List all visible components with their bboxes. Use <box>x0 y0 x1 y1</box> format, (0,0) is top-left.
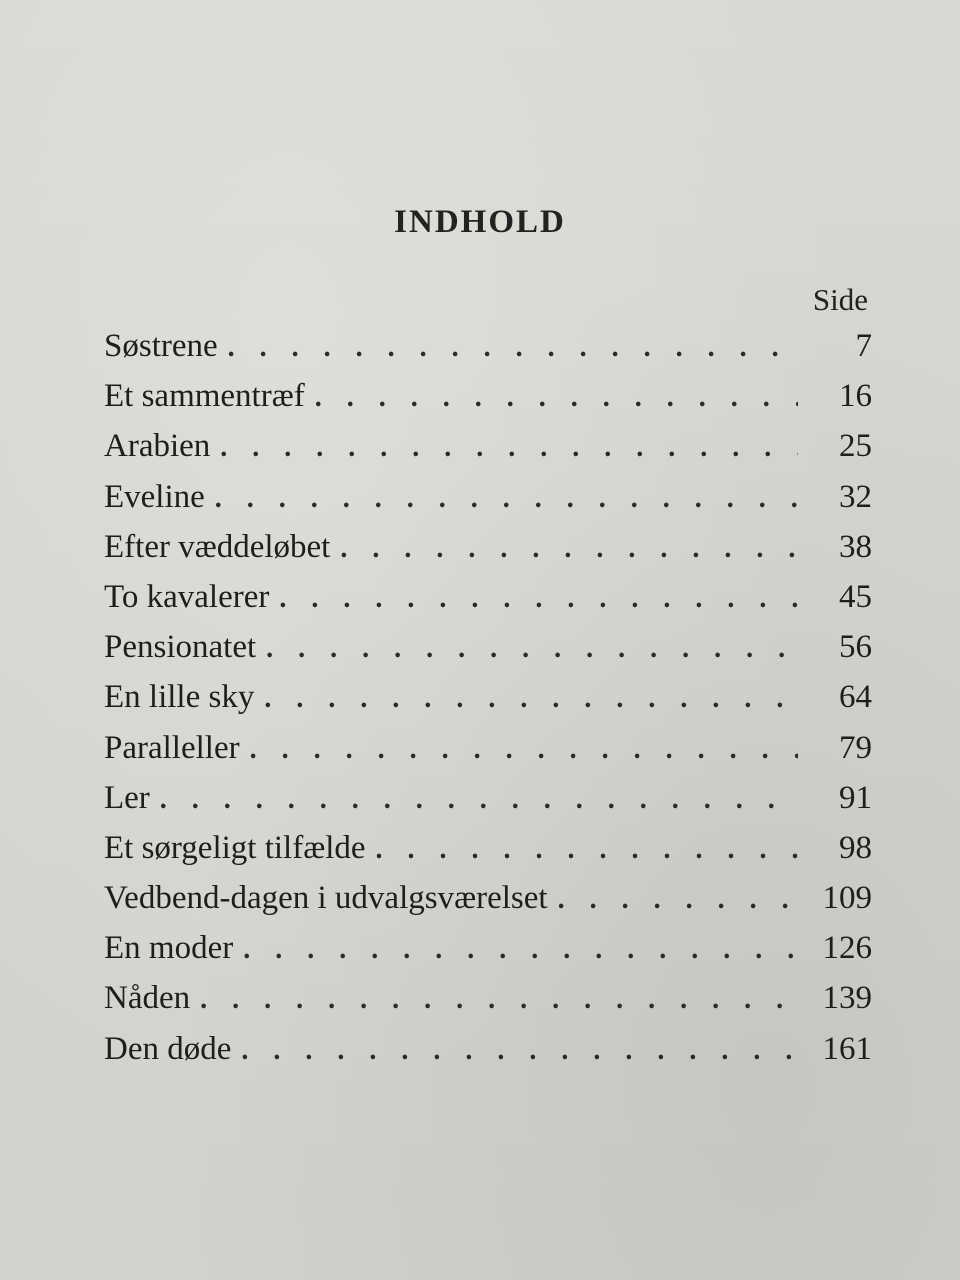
toc-entry-page: 126 <box>822 930 872 967</box>
toc-entry <box>104 479 872 529</box>
toc-entry-title: Vedbend-dagen i udvalgsværelset <box>104 880 548 917</box>
leader-dots <box>243 934 798 966</box>
toc-entry-title: En moder <box>104 930 234 967</box>
toc-entry-title: Arabien <box>104 428 211 465</box>
toc-entry <box>104 378 872 428</box>
toc-entry-page: 56 <box>839 629 872 666</box>
toc-entry-page: 91 <box>839 779 872 816</box>
toc-entry <box>104 780 872 830</box>
toc-entry-title: Eveline <box>104 478 205 515</box>
toc-entry-page: 16 <box>839 378 872 415</box>
leader-dots <box>558 884 798 916</box>
page-title: INDHOLD <box>394 204 566 240</box>
toc-entry-title: Et sørgeligt tilfælde <box>104 829 366 866</box>
toc-entry <box>104 428 872 478</box>
leader-dots <box>376 834 798 866</box>
toc-entry-page: 64 <box>839 679 872 716</box>
leader-dots <box>220 432 798 464</box>
table-of-contents <box>104 328 872 1081</box>
leader-dots <box>264 683 798 715</box>
toc-entry <box>104 980 872 1030</box>
toc-entry-title: Søstrene <box>104 328 218 364</box>
leader-dots <box>340 533 798 565</box>
toc-entry-title: Paralleller <box>104 729 240 766</box>
toc-entry <box>104 579 872 629</box>
toc-entry <box>104 328 872 378</box>
toc-entry-title: To kavalerer <box>104 578 270 615</box>
toc-entry-page: 98 <box>839 829 872 866</box>
leader-dots <box>200 984 798 1016</box>
toc-entry-page: 45 <box>839 578 872 615</box>
toc-entry <box>104 629 872 679</box>
toc-entry-page: 109 <box>822 880 872 917</box>
toc-entry-page: 25 <box>839 428 872 465</box>
toc-entry <box>104 529 872 579</box>
toc-entry-page: 38 <box>839 528 872 565</box>
leader-dots <box>315 382 798 414</box>
toc-entry-title: Nåden <box>104 980 191 1017</box>
toc-entry-title: Den døde <box>104 1030 232 1067</box>
toc-entry-page: 7 <box>855 328 872 364</box>
leader-dots <box>250 734 798 766</box>
toc-entry-title: En lille sky <box>104 679 255 716</box>
leader-dots <box>241 1035 798 1067</box>
toc-entry-page: 32 <box>839 478 872 515</box>
toc-entry <box>104 830 872 880</box>
toc-entry-page: 79 <box>839 729 872 766</box>
leader-dots <box>266 633 798 665</box>
toc-entry-title: Pensionatet <box>104 629 257 666</box>
toc-entry <box>104 880 872 930</box>
toc-entry <box>104 730 872 780</box>
toc-entry-title: Ler <box>104 779 150 816</box>
leader-dots <box>215 483 798 515</box>
toc-entry <box>104 1031 872 1081</box>
leader-dots <box>228 332 798 364</box>
leader-dots <box>160 784 798 816</box>
toc-entry-page: 139 <box>822 980 872 1017</box>
toc-entry-page: 161 <box>822 1030 872 1067</box>
toc-entry-title: Et sammentræf <box>104 378 305 415</box>
leader-dots <box>279 583 798 615</box>
toc-entry <box>104 930 872 980</box>
toc-entry-title: Efter væddeløbet <box>104 528 331 565</box>
toc-entry <box>104 679 872 729</box>
page-column-label: Side <box>812 282 868 317</box>
